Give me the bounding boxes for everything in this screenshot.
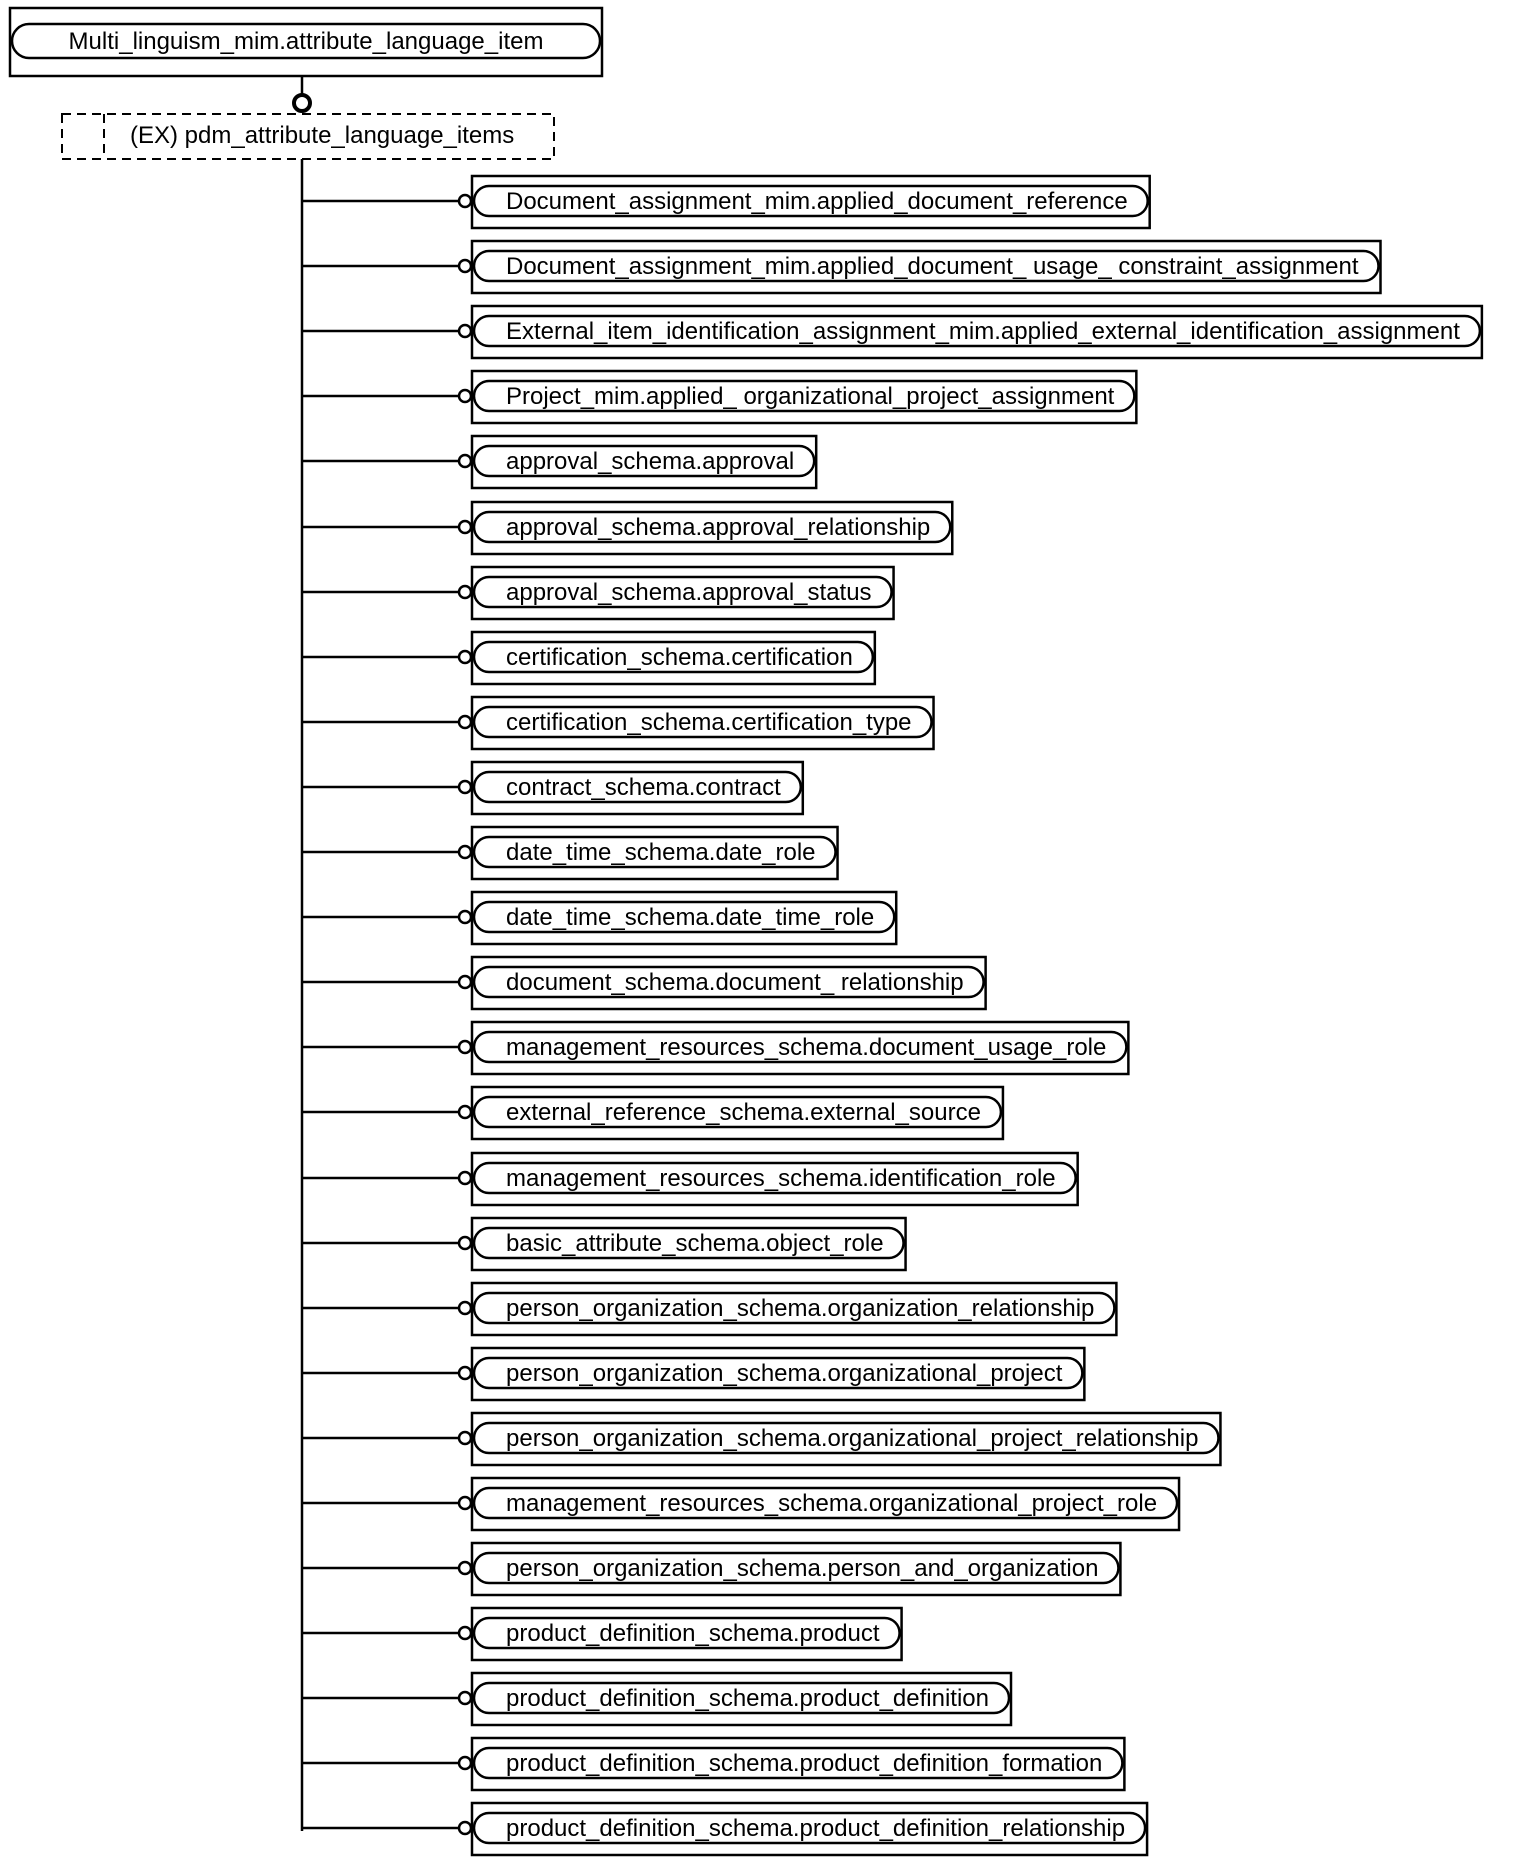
select-item — [302, 567, 894, 619]
item-relationship-circle — [459, 1367, 471, 1379]
select-item — [302, 892, 896, 944]
item-entity-label: date_time_schema.date_time_role — [506, 904, 875, 931]
item-relationship-circle — [459, 195, 471, 207]
item-relationship-circle — [459, 260, 471, 272]
select-item — [302, 306, 1482, 358]
item-entity-label: management_resources_schema.identification_role — [506, 1165, 1056, 1192]
select-item — [302, 241, 1381, 293]
item-relationship-circle — [459, 651, 471, 663]
item-entity-label: person_organization_schema.person_and_organization — [506, 1555, 1099, 1582]
select-item — [302, 1803, 1147, 1855]
select-item — [302, 371, 1136, 423]
item-entity-label: External_item_identification_assignment_mim.applied_external_identification_assignment — [506, 318, 1460, 345]
select-items-list — [302, 176, 1482, 1855]
item-relationship-circle — [459, 1432, 471, 1444]
item-relationship-circle — [459, 390, 471, 402]
select-item — [302, 1673, 1011, 1725]
item-relationship-circle — [459, 1106, 471, 1118]
item-entity-label: certification_schema.certification_type — [506, 709, 912, 736]
select-item — [302, 1153, 1078, 1205]
select-item — [302, 1022, 1128, 1074]
item-entity-label: management_resources_schema.document_usage_role — [506, 1034, 1107, 1061]
select-item — [302, 697, 934, 749]
item-entity-label: document_schema.document_ relationship — [506, 969, 964, 996]
item-relationship-circle — [459, 716, 471, 728]
item-relationship-circle — [459, 976, 471, 988]
item-entity-label: certification_schema.certification — [506, 644, 853, 671]
select-item — [302, 762, 803, 814]
item-entity-label: basic_attribute_schema.object_role — [506, 1230, 884, 1257]
item-entity-label: management_resources_schema.organizational_project_role — [506, 1490, 1158, 1517]
item-relationship-circle — [459, 586, 471, 598]
item-entity-label: approval_schema.approval_relationship — [506, 514, 931, 541]
item-entity-label: external_reference_schema.external_source — [506, 1099, 981, 1126]
item-relationship-circle — [459, 1041, 471, 1053]
root-entity-label: Multi_linguism_mim.attribute_language_item — [68, 28, 544, 55]
item-entity-label: product_definition_schema.product_definition_relationship — [506, 1815, 1126, 1842]
select-item — [302, 1087, 1003, 1139]
select-item — [302, 632, 875, 684]
select-item — [302, 1608, 902, 1660]
item-entity-label: Project_mim.applied_ organizational_project_assignment — [506, 383, 1115, 410]
select-item — [302, 1283, 1116, 1335]
item-relationship-circle — [459, 1822, 471, 1834]
item-relationship-circle — [459, 1302, 471, 1314]
item-entity-label: product_definition_schema.product_definition — [506, 1685, 989, 1712]
item-relationship-circle — [459, 1757, 471, 1769]
root-entity — [10, 8, 602, 76]
item-relationship-circle — [459, 911, 471, 923]
item-entity-label: person_organization_schema.organization_relationship — [506, 1295, 1095, 1322]
select-item — [302, 1738, 1124, 1790]
select-item — [302, 502, 952, 554]
item-entity-label: person_organization_schema.organizational_project_relationship — [506, 1425, 1199, 1452]
item-entity-label: Document_assignment_mim.applied_document_reference — [506, 188, 1128, 215]
item-entity-label: person_organization_schema.organizational_project — [506, 1360, 1063, 1387]
item-relationship-circle — [459, 1692, 471, 1704]
root-relationship-circle — [294, 95, 310, 111]
item-entity-label: approval_schema.approval — [506, 448, 795, 475]
item-relationship-circle — [459, 1237, 471, 1249]
select-item — [302, 1348, 1084, 1400]
item-relationship-circle — [459, 781, 471, 793]
item-relationship-circle — [459, 1497, 471, 1509]
item-relationship-circle — [459, 1172, 471, 1184]
select-item — [302, 176, 1150, 228]
select-type-box — [62, 114, 554, 159]
item-entity-label: Document_assignment_mim.applied_document_ usage_ constraint_assignment — [506, 253, 1359, 280]
select-item — [302, 1478, 1179, 1530]
item-relationship-circle — [459, 455, 471, 467]
item-entity-label: date_time_schema.date_role — [506, 839, 816, 866]
select-item — [302, 1413, 1220, 1465]
item-entity-label: product_definition_schema.product — [506, 1620, 880, 1647]
item-entity-label: approval_schema.approval_status — [506, 579, 872, 606]
select-item — [302, 957, 986, 1009]
item-entity-label: product_definition_schema.product_definition_formation — [506, 1750, 1103, 1777]
select-type-label: (EX) pdm_attribute_language_items — [130, 122, 515, 149]
select-item — [302, 1543, 1120, 1595]
item-relationship-circle — [459, 325, 471, 337]
item-relationship-circle — [459, 846, 471, 858]
select-item — [302, 436, 816, 488]
item-relationship-circle — [459, 1562, 471, 1574]
item-entity-label: contract_schema.contract — [506, 774, 781, 801]
item-relationship-circle — [459, 1627, 471, 1639]
item-relationship-circle — [459, 521, 471, 533]
select-item — [302, 1218, 906, 1270]
select-item — [302, 827, 838, 879]
